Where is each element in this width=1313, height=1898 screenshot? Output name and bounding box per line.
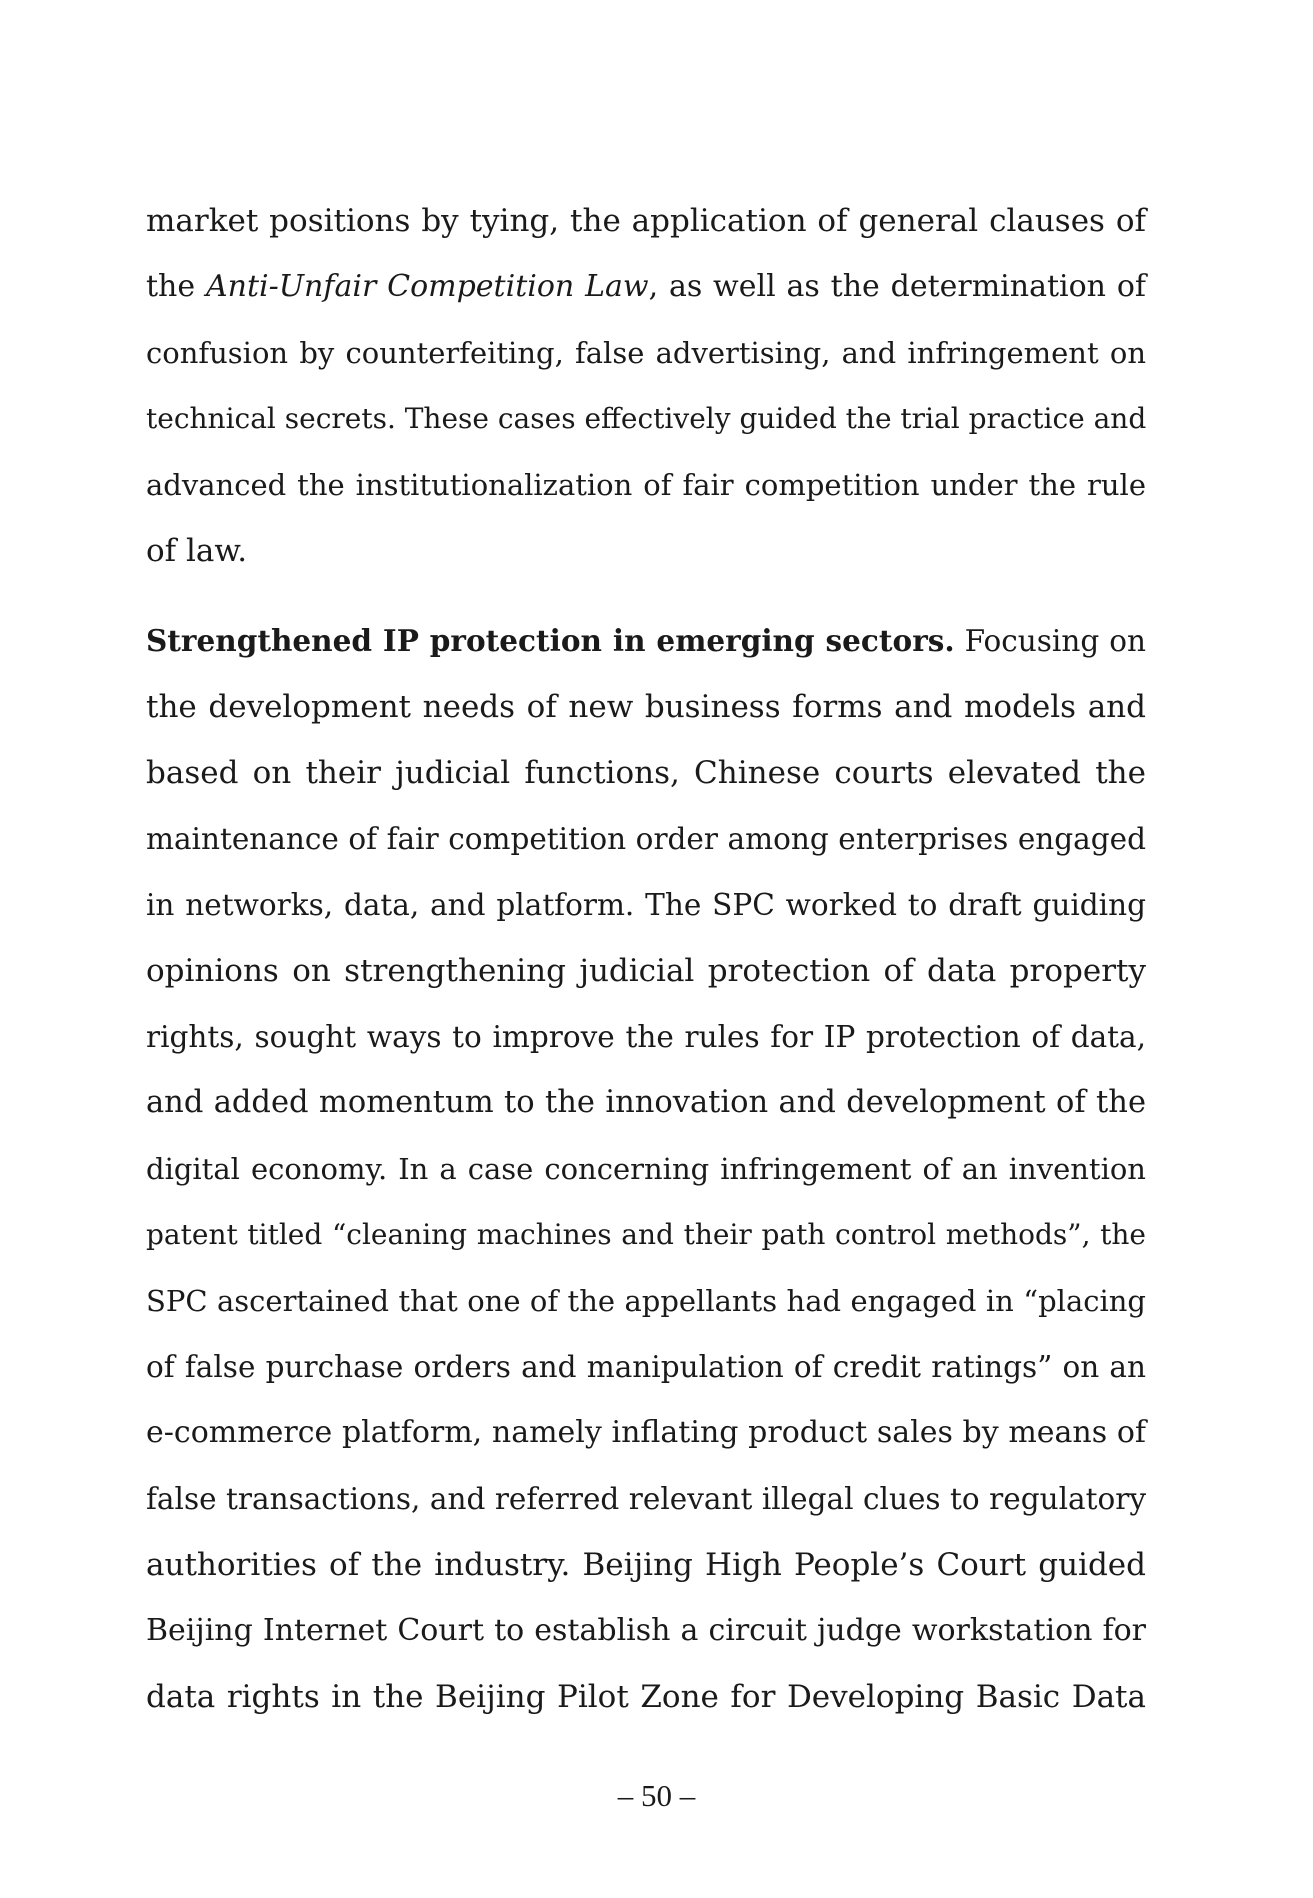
text-line: market positions by tying, the application of general clauses of <box>146 203 1146 239</box>
text-line: maintenance of fair competition order among enterprises engaged <box>146 822 1146 856</box>
text-line: based on their judicial functions, Chinese courts elevated the <box>146 755 1146 791</box>
text-line: of law. <box>146 533 248 569</box>
text-line: in networks, data, and platform. The SPC worked to draft guiding <box>146 888 1146 922</box>
text-line: authorities of the industry. Beijing High People’s Court guided <box>146 1547 1146 1583</box>
text-line: digital economy. In a case concerning infringement of an invention <box>146 1152 1146 1186</box>
section-heading: Strengthened IP protection in emerging sectors. <box>146 623 955 658</box>
text-line: and added momentum to the innovation and development of the <box>146 1085 1146 1120</box>
text-line: data rights in the Beijing Pilot Zone for Developing Basic Data <box>146 1679 1146 1715</box>
law-title: Anti-Unfair Competition Law <box>205 269 649 304</box>
text-line: e-commerce platform, namely inflating product sales by means of <box>146 1415 1146 1450</box>
text-line: SPC ascertained that one of the appellants had engaged in “placing <box>146 1284 1146 1318</box>
text-line: technical secrets. These cases effectively guided the trial practice and <box>146 402 1147 435</box>
text-line <box>146 267 1146 307</box>
text-span: , as well as the determination of <box>648 269 1147 304</box>
text-line: confusion by counterfeiting, false advertising, and infringement on <box>146 336 1146 370</box>
text-line: patent titled “cleaning machines and their path control methods”, the <box>146 1218 1146 1251</box>
text-line: opinions on strengthening judicial protection of data property <box>146 953 1146 989</box>
text-line <box>146 621 1146 661</box>
text-span: Focusing on <box>954 624 1146 658</box>
text-line: rights, sought ways to improve the rules for IP protection of data, <box>146 1020 1146 1054</box>
text-line: the development needs of new business forms and models and <box>146 689 1146 725</box>
page-number: – 50 – <box>617 1778 696 1813</box>
text-line: of false purchase orders and manipulation of credit ratings” on an <box>146 1350 1146 1384</box>
text-line: advanced the institutionalization of fair competition under the rule <box>146 468 1146 502</box>
text-line: false transactions, and referred relevant illegal clues to regulatory <box>146 1482 1146 1516</box>
text-span: the <box>146 269 206 304</box>
text-line: Beijing Internet Court to establish a circuit judge workstation for <box>146 1613 1146 1648</box>
